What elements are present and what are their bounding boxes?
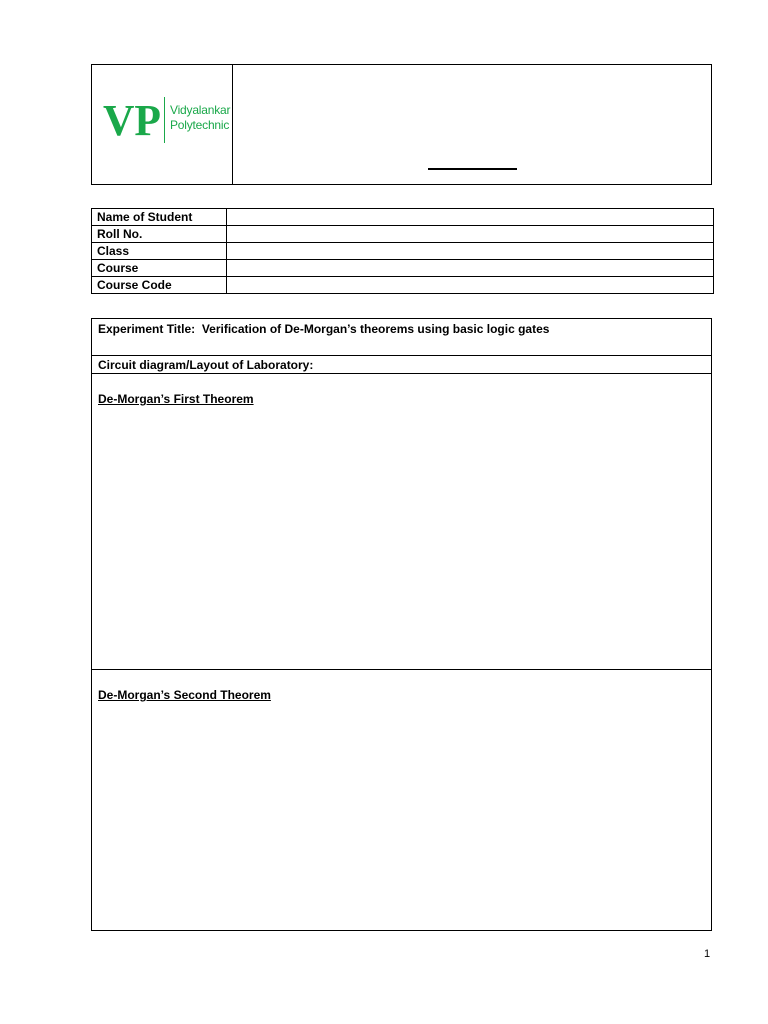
logo-cell: [92, 65, 233, 184]
vp-logo-icon: [102, 95, 164, 145]
row-label: Course: [92, 260, 227, 277]
table-row: [92, 243, 714, 260]
table-row: [92, 260, 714, 277]
row-label: Name of Student: [92, 209, 227, 226]
experiment-title: [98, 322, 549, 336]
header-box: [91, 64, 712, 185]
course-code-field[interactable]: [227, 277, 714, 294]
student-info-table: [91, 208, 714, 294]
course-field[interactable]: [227, 260, 714, 277]
circuit-diagram-label: Circuit diagram/Layout of Laboratory:: [98, 358, 314, 372]
svg-text:VP: VP: [103, 96, 161, 145]
first-theorem-heading: De-Morgan’s First Theorem: [98, 392, 254, 406]
title-underline: [428, 168, 517, 170]
experiment-title-text: Verification of De-Morgan’s theorems using basic logic gates: [201, 322, 550, 336]
logo-name: [170, 103, 230, 133]
table-row: [92, 209, 714, 226]
divider: [92, 669, 711, 670]
logo-name-line1: Vidyalankar: [170, 103, 231, 117]
row-label: Roll No.: [92, 226, 227, 243]
table-row: [92, 226, 714, 243]
divider: [92, 355, 711, 356]
divider: [92, 373, 711, 374]
experiment-box: [91, 318, 712, 931]
row-label: Class: [92, 243, 227, 260]
class-field[interactable]: [227, 243, 714, 260]
roll-no-field[interactable]: [227, 226, 714, 243]
second-theorem-heading: De-Morgan’s Second Theorem: [98, 688, 271, 702]
logo-divider: [164, 97, 165, 143]
logo-name-line2: Polytechnic: [170, 118, 230, 132]
table-row: [92, 277, 714, 294]
page-number: 1: [704, 948, 711, 960]
experiment-title-prefix: Experiment Title:: [98, 322, 196, 336]
row-label: Course Code: [92, 277, 227, 294]
name-field[interactable]: [227, 209, 714, 226]
